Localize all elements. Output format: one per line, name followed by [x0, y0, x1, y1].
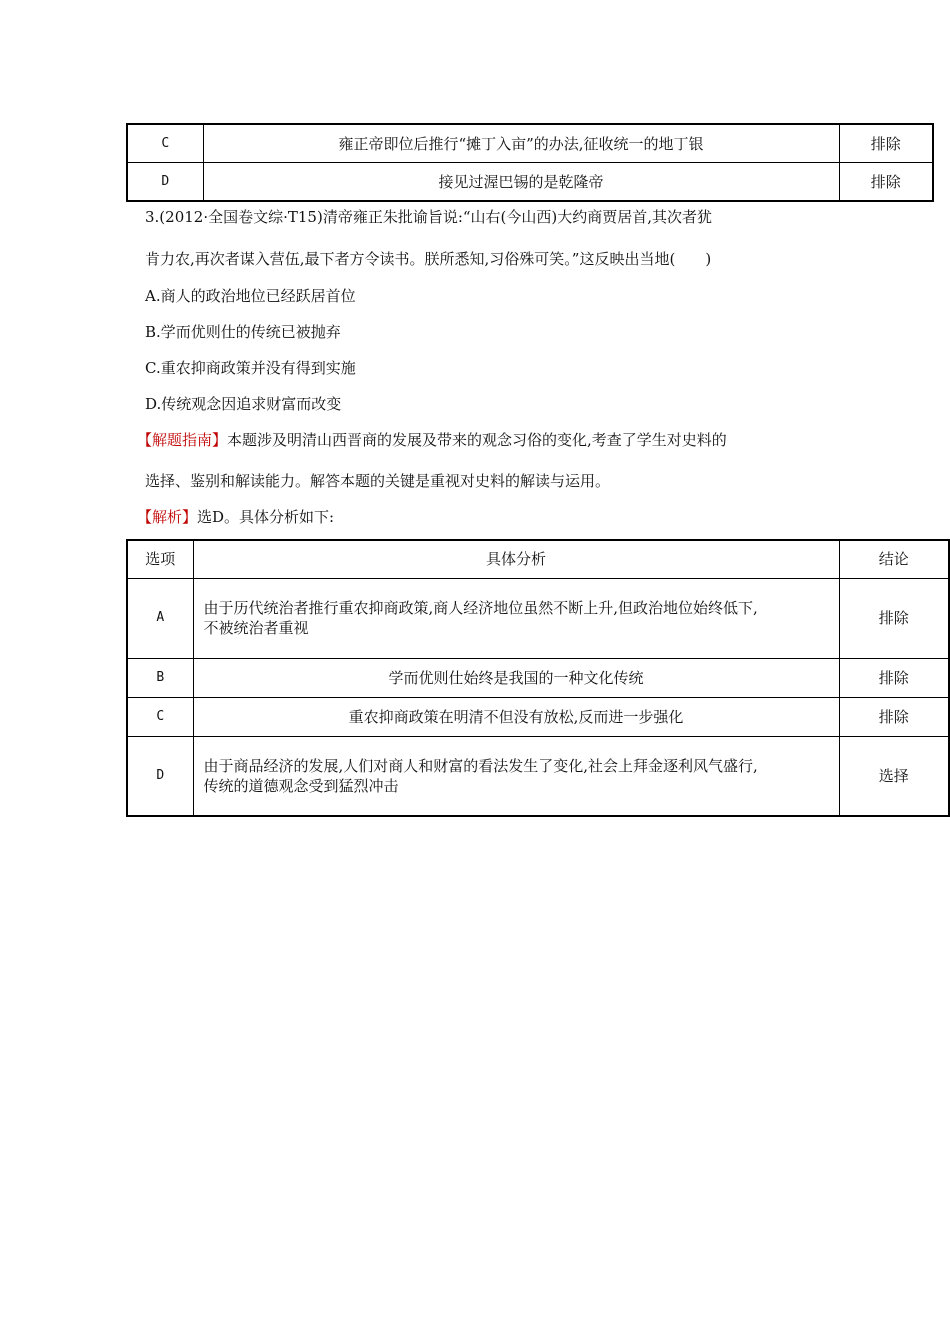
answer-paragraph — [137, 506, 334, 527]
analysis-table — [126, 539, 950, 817]
option-cell: C — [127, 697, 193, 736]
table-row — [127, 578, 949, 658]
table-row — [127, 658, 949, 697]
question-stem-line-2: 肯力农,再次者谋入营伍,最下者方令读书。朕所悉知,习俗殊可笑。”这反映出当地( ) — [145, 250, 712, 268]
option-cell: B — [127, 658, 193, 697]
conclusion-cell: 排除 — [839, 697, 949, 736]
option-cell: D — [127, 163, 203, 202]
table-row — [127, 697, 949, 736]
conclusion-cell: 排除 — [839, 658, 949, 697]
analysis-line-1: 由于历代统治者推行重农抑商政策,商人经济地位虽然不断上升,但政治地位始终低下, — [203, 599, 758, 617]
guide-text-line-1: 本题涉及明清山西晋商的发展及带来的观念习俗的变化,考查了学生对史料的 — [227, 431, 727, 449]
option-cell: A — [127, 578, 193, 658]
conclusion-cell: 排除 — [839, 124, 933, 163]
guide-label: 【解题指南】 — [137, 431, 228, 449]
table-row — [127, 124, 933, 163]
analysis-line-2: 不被统治者重视 — [203, 619, 309, 637]
option-cell: D — [127, 736, 193, 816]
table-row — [127, 163, 933, 202]
conclusion-cell: 排除 — [839, 578, 949, 658]
guide-paragraph — [137, 429, 727, 450]
guide-text-line-2: 选择、鉴别和解读能力。解答本题的关键是重视对史料的解读与运用。 — [145, 472, 611, 490]
option-b: B.学而优则仕的传统已被抛弃 — [145, 323, 341, 341]
question-stem-line-1: 3.(2012·全国卷文综·T15)清帝雍正朱批谕旨说:“山右(今山西)大约商贾居首,其次者犹 — [145, 208, 713, 226]
analysis-cell: 接见过渥巴锡的是乾隆帝 — [203, 163, 839, 202]
header-option: 选项 — [127, 540, 193, 578]
analysis-cell: 学而优则仕始终是我国的一种文化传统 — [193, 658, 839, 697]
answer-text: 选D。具体分析如下: — [197, 508, 335, 526]
header-analysis: 具体分析 — [193, 540, 839, 578]
analysis-cell: 雍正帝即位后推行“摊丁入亩”的办法,征收统一的地丁银 — [203, 124, 839, 163]
option-a: A.商人的政治地位已经跃居首位 — [145, 287, 356, 305]
conclusion-cell: 排除 — [839, 163, 933, 202]
analysis-cell — [193, 578, 839, 658]
option-cell: C — [127, 124, 203, 163]
analysis-cell — [193, 736, 839, 816]
answer-label: 【解析】 — [137, 508, 198, 526]
conclusion-cell: 选择 — [839, 736, 949, 816]
header-conclusion: 结论 — [839, 540, 949, 578]
option-c: C.重农抑商政策并没有得到实施 — [145, 359, 356, 377]
continued-analysis-table — [126, 123, 934, 202]
table-row — [127, 736, 949, 816]
option-d: D.传统观念因追求财富而改变 — [145, 395, 342, 413]
analysis-cell: 重农抑商政策在明清不但没有放松,反而进一步强化 — [193, 697, 839, 736]
table-header-row — [127, 540, 949, 578]
analysis-line-2: 传统的道德观念受到猛烈冲击 — [203, 776, 399, 795]
analysis-line-1: 由于商品经济的发展,人们对商人和财富的看法发生了变化,社会上拜金逐利风气盛行, — [203, 756, 758, 775]
